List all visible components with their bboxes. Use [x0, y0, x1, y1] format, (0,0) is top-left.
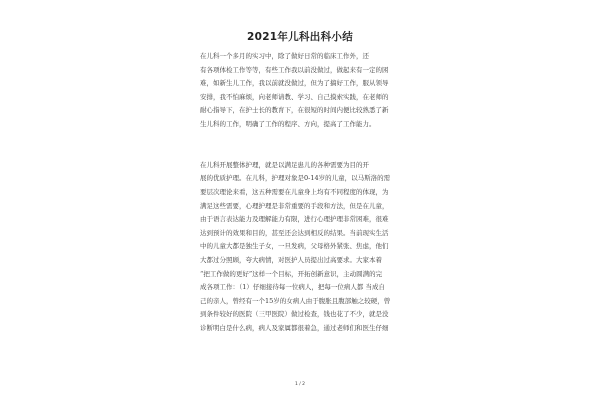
text-line: 耐心指导下，在护士长的教育下，在很短的时间内便比较熟悉了新 — [200, 106, 389, 115]
text-line: 要层次理论来看，这五种需要在儿童身上均有不同程度的体现，为 — [200, 187, 389, 196]
text-line: 己的亲人，曾经有一个15岁的女病人由于腹胀且腹部触之较硬，曾 — [200, 296, 391, 305]
text-line: 展的优质护理。在儿科，护理对象是0-14岁的儿童，以马斯洛的需 — [200, 174, 391, 183]
text-line: 达到预计的效果和目的，甚至还会达到相反的结果。当前现实生活 — [200, 228, 389, 237]
text-line: 难，如新生儿工作，我以前就没做过，但为了搞好工作，服从领导 — [200, 79, 389, 88]
text-line: 满足这些需要，心理护理是非常重要的手段和方法，但是在儿童， — [200, 201, 389, 210]
paragraph-spacer — [200, 145, 425, 159]
text-line: 大都过分照顾，夸大病情，对医护人员提出过高要求。大家本着 — [200, 255, 382, 264]
paragraph-1 — [200, 50, 425, 132]
text-line: 有各项体检工作等等，有些工作我以前没做过，做起来有一定的困 — [200, 65, 389, 74]
text-line: 在儿科开展整体护理，就是以满足患儿的各种需要为目的开 — [200, 160, 369, 169]
page-number: 1 / 2 — [294, 382, 306, 387]
text-line: 生儿科的工作，明确了工作的程序、方向，提高了工作能力。 — [200, 119, 376, 128]
text-line: 中的儿童大都是独生子女，一旦发病，父母格外紧张、焦虑，他们 — [200, 242, 389, 251]
text-line: 在儿科一个多月的实习中，除了做好日常的临床工作外，还 — [200, 52, 369, 60]
paragraph-2 — [200, 159, 425, 336]
paragraph-spacer — [200, 132, 425, 146]
text-line: 由于语言表达能力及理解能力有限，进行心理护理非常困难，很难 — [200, 215, 389, 224]
text-line: 到条件较好的医院（三甲医院）做过检查，钱也花了不少，就是没 — [200, 310, 389, 319]
document-body — [200, 50, 425, 335]
text-line: 成各项工作：（1）仔细接待每一位病人，把每一位病人都 当成自 — [200, 283, 385, 292]
document-title: 2021年儿科出科小结 — [246, 31, 354, 43]
text-line: “把工作做的更好”这样一个目标，开拓创新意识，主动圆满的完 — [200, 269, 383, 278]
text-line: 安排，我不怕麻烦，向老师请教、学习、自己摸索实践，在老师的 — [200, 92, 389, 101]
text-line: 诊断明白是什么病，病人及家属都很着急，通过老师们和医生仔细 — [200, 323, 389, 332]
